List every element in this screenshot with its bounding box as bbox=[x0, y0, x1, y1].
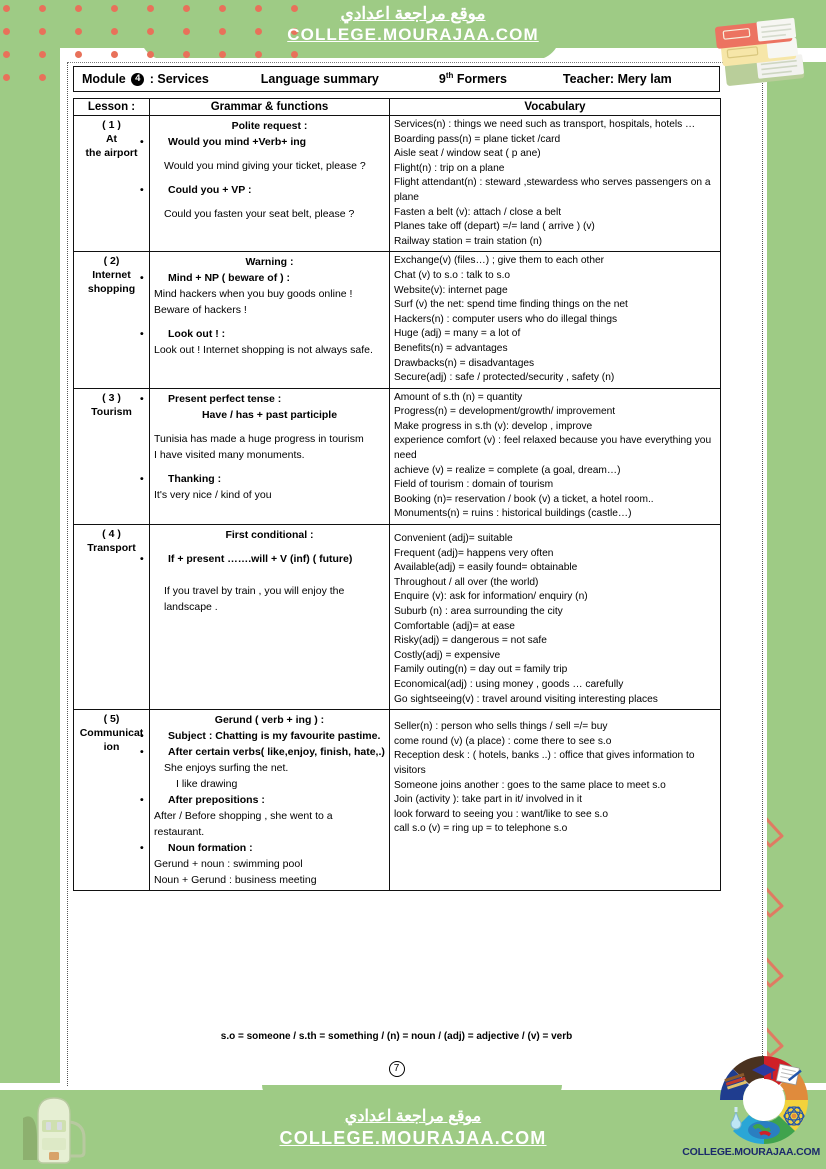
lesson-name-line1: Transport bbox=[87, 542, 136, 555]
vocab-entry: Seller(n) : person who sells things / sell =/= buy bbox=[394, 721, 608, 733]
table-row bbox=[74, 252, 721, 388]
vocabulary-cell bbox=[390, 116, 721, 252]
grammar-bullet: • Mind + NP ( beware of ) : bbox=[168, 270, 385, 286]
grammar-example: After / Before shopping , she went to a restaurant. bbox=[154, 810, 333, 839]
lesson-number: ( 4 ) bbox=[102, 528, 121, 541]
grammar-bullet: • Present perfect tense : bbox=[168, 391, 385, 407]
decorative-dot bbox=[39, 51, 46, 58]
bottom-banner-arabic: موقع مراجعة اعدادي bbox=[344, 1108, 482, 1125]
vocab-entry: Services(n) : things we need such as transport, hospitals, hotels … bbox=[394, 119, 696, 130]
vocab-entry: Enquire (v): ask for information/ enquiry (n) bbox=[394, 591, 588, 603]
grammar-example: Could you fasten your seat belt, please ? bbox=[164, 208, 355, 220]
teacher-name: Teacher: Mery lam bbox=[562, 72, 672, 86]
grammar-title: Gerund ( verb + ing ) : bbox=[214, 714, 325, 727]
grammar-example: It's very nice / kind of you bbox=[154, 488, 272, 501]
backpack-icon bbox=[22, 1092, 108, 1166]
vocab-entry: Huge (adj) = many = a lot of bbox=[394, 328, 521, 340]
vocab-entry: Someone joins another : goes to the same place to meet s.o bbox=[394, 779, 666, 791]
lesson-name-line2: the airport bbox=[85, 147, 138, 159]
module-label-group bbox=[82, 72, 209, 86]
table-row bbox=[74, 710, 721, 891]
vocab-entry: Convenient (adj)= suitable bbox=[394, 533, 513, 545]
logo-caption: COLLEGE.MOURAJAA.COM bbox=[682, 1146, 820, 1158]
vocab-entry: Website(v): internet page bbox=[394, 284, 508, 296]
vocab-entry: Chat (v) to s.o : talk to s.o bbox=[394, 269, 511, 281]
decorative-dot bbox=[183, 51, 190, 58]
table-row bbox=[74, 116, 721, 252]
vocabulary-cell bbox=[390, 525, 721, 710]
grammar-example: I like drawing bbox=[176, 778, 238, 791]
vocab-entry: experience comfort (v) : feel relaxed because you have everything you need bbox=[394, 435, 712, 462]
vocabulary-cell bbox=[390, 252, 721, 388]
vocab-entry: Frequent (adj)= happens very often bbox=[394, 547, 554, 559]
decorative-dot bbox=[3, 74, 10, 81]
grammar-bullet: • After certain verbs( like,enjoy, finish, hate,.) bbox=[168, 744, 385, 760]
grammar-example: Would you mind giving your ticket, please ? bbox=[164, 160, 366, 172]
vocab-entry: Surf (v) the net: spend time finding things on the net bbox=[394, 299, 628, 311]
vocab-entry: Progress(n) = development/growth/ improvement bbox=[394, 406, 616, 418]
vocab-entry: Flight attendant(n) : steward ,stewardess who serves passengers on a plane bbox=[394, 177, 711, 203]
grammar-bullet: • If + present …….will + V (inf) ( future) bbox=[168, 551, 385, 567]
lesson-number: ( 3 ) bbox=[102, 391, 121, 404]
grammar-cell bbox=[150, 252, 390, 388]
vocab-entry: look forward to seeing you : want/like to see s.o bbox=[394, 808, 609, 820]
vocab-entry: Suburb (n) : area surrounding the city bbox=[394, 606, 563, 617]
vocab-entry: Comfortable (adj)= at ease bbox=[394, 620, 515, 632]
bottom-banner bbox=[0, 1106, 826, 1150]
vocab-entry: Drawbacks(n) = disadvantages bbox=[394, 357, 535, 369]
th-grammar: Grammar & functions bbox=[150, 99, 390, 116]
vocab-entry: Boarding pass(n) = plane ticket /card bbox=[394, 133, 561, 145]
books-stack-icon bbox=[710, 8, 820, 104]
vocab-entry: Family outing(n) = day out = family trip bbox=[394, 664, 568, 676]
vocab-entry: Field of tourism : domain of tourism bbox=[394, 479, 554, 491]
vocab-entry: Secure(adj) : safe / protected/security , safety (n) bbox=[394, 372, 615, 384]
grammar-example: Tunisia has made a huge progress in tourism bbox=[154, 432, 364, 445]
grammar-bullet: • Noun formation : bbox=[168, 840, 385, 856]
lesson-name-line2: shopping bbox=[87, 283, 136, 296]
vocab-entry: Exchange(v) (files…) ; give them to each other bbox=[394, 255, 605, 267]
vocab-entry: Monuments(n) = ruins : historical buildings (castle…) bbox=[394, 508, 632, 520]
worksheet-page bbox=[63, 58, 767, 1090]
grammar-bullet: • Subject : Chatting is my favourite pastime. bbox=[168, 728, 385, 744]
vocab-entry: call s.o (v) = ring up = to telephone s.o bbox=[394, 823, 568, 835]
doc-title: Language summary bbox=[260, 72, 379, 86]
vocab-entry: Benefits(n) = advantages bbox=[394, 342, 508, 354]
th-lesson: Lesson : bbox=[74, 99, 150, 116]
bottom-banner-url: COLLEGE.MOURAJAA.COM bbox=[279, 1128, 547, 1148]
lesson-number: ( 1 ) bbox=[102, 119, 121, 131]
th-vocabulary: Vocabulary bbox=[390, 99, 721, 116]
decorative-dot bbox=[75, 51, 82, 58]
vocab-entry: Go sightseeing(v) : travel around visiting interesting places bbox=[394, 693, 658, 705]
vocab-entry: Available(adj) = easily found= obtainable bbox=[394, 562, 578, 574]
grammar-cell bbox=[150, 388, 390, 524]
vocab-entry: Make progress in s.th (v): develop , improve bbox=[394, 420, 593, 432]
level-word: Formers bbox=[456, 72, 507, 87]
grammar-bullet: • After prepositions : bbox=[168, 792, 385, 808]
green-left-band bbox=[0, 0, 60, 1090]
grammar-bullet-sub: Have / has + past participle bbox=[201, 408, 338, 421]
decorative-dot bbox=[3, 51, 10, 58]
table-row bbox=[74, 388, 721, 524]
grammar-bullet: • Look out ! : bbox=[168, 326, 385, 342]
top-banner-url: COLLEGE.MOURAJAA.COM bbox=[287, 25, 539, 44]
lesson-name-line1: Communicat bbox=[79, 727, 144, 740]
grammar-bullet: • Could you + VP : bbox=[168, 182, 385, 198]
level-suffix: th bbox=[445, 71, 454, 81]
vocabulary-cell bbox=[390, 388, 721, 524]
grammar-cell bbox=[150, 710, 390, 891]
grammar-example: Noun + Gerund : business meeting bbox=[154, 874, 317, 887]
vocab-entry: Join (activity ): take part in it/ involved in it bbox=[394, 794, 582, 806]
vocab-entry: Throughout / all over (the world) bbox=[394, 576, 539, 588]
page-number-wrap bbox=[73, 1058, 720, 1077]
lesson-name-line1: Tourism bbox=[91, 405, 132, 418]
bottom-green-curve bbox=[262, 1085, 562, 1101]
abbreviation-key: s.o = someone / s.th = something / (n) = noun / (adj) = adjective / (v) = verb bbox=[220, 1031, 573, 1042]
grammar-example: Mind hackers when you buy goods online ! bbox=[154, 288, 353, 301]
education-logo-icon bbox=[706, 1048, 822, 1148]
vocabulary-cell bbox=[390, 710, 721, 891]
grammar-bullet: • Would you mind +Verb+ ing bbox=[168, 134, 385, 150]
lesson-cell bbox=[74, 388, 150, 524]
lesson-cell bbox=[74, 252, 150, 388]
page-number: 7 bbox=[389, 1061, 405, 1077]
grammar-title: Warning : bbox=[245, 256, 294, 269]
vocab-entry: Planes take off (depart) =/= land ( arrive ) (v) bbox=[394, 221, 595, 233]
vocab-entry: achieve (v) = realize = complete (a goal, dream…) bbox=[394, 464, 621, 476]
decorative-dot bbox=[291, 51, 298, 58]
grammar-example: Beware of hackers ! bbox=[154, 304, 247, 317]
grammar-example: Gerund + noun : swimming pool bbox=[154, 858, 303, 871]
lesson-name-line1: Internet bbox=[92, 269, 131, 282]
top-banner-arabic: موقع مراجعة اعدادي bbox=[340, 4, 486, 23]
decorative-dot bbox=[147, 51, 154, 58]
vocab-entry: Booking (n)= reservation / book (v) a ticket, a hotel room.. bbox=[394, 493, 654, 505]
vocab-entry: Fasten a belt (v): attach / close a belt bbox=[394, 206, 562, 218]
vocab-entry: Economical(adj) : using money , goods … carefully bbox=[394, 678, 624, 690]
grammar-example: She enjoys surfing the net. bbox=[164, 762, 289, 775]
lesson-cell bbox=[74, 710, 150, 891]
vocab-entry: Aisle seat / window seat ( p ane) bbox=[394, 148, 541, 160]
vocab-entry: Hackers(n) : computer users who do illegal things bbox=[394, 313, 618, 325]
lesson-cell bbox=[74, 116, 150, 252]
grammar-example: Look out ! Internet shopping is not always safe. bbox=[154, 344, 373, 357]
top-banner bbox=[0, 4, 826, 45]
module-subject: : Services bbox=[149, 71, 209, 86]
level-label bbox=[439, 71, 507, 86]
language-summary-table bbox=[73, 98, 721, 891]
decorative-dot bbox=[111, 51, 118, 58]
grammar-example: I have visited many monuments. bbox=[154, 448, 305, 461]
grammar-cell bbox=[150, 116, 390, 252]
decorative-dot bbox=[219, 51, 226, 58]
grammar-example: If you travel by train , you will enjoy the landscape . bbox=[164, 585, 345, 614]
vocab-entry: Reception desk : ( hotels, banks ..) : office that gives information to visitors bbox=[394, 750, 695, 776]
grammar-title: Polite request : bbox=[231, 120, 308, 132]
lesson-name-line1: At bbox=[105, 133, 118, 145]
vocab-entry: Risky(adj) = dangerous = not safe bbox=[394, 635, 547, 647]
lesson-number: ( 5) bbox=[103, 713, 120, 726]
grammar-bullet: • Thanking : bbox=[168, 471, 385, 487]
vocab-entry: Costly(adj) = expensive bbox=[394, 649, 501, 661]
table-header-row bbox=[74, 99, 721, 116]
level-number: 9 bbox=[438, 72, 446, 87]
vocab-entry: Railway station = train station (n) bbox=[394, 235, 543, 247]
module-header-bar bbox=[73, 66, 720, 92]
lesson-name-line2: ion bbox=[103, 741, 120, 754]
vocab-entry: Amount of s.th (n) = quantity bbox=[394, 391, 523, 403]
decorative-dot bbox=[39, 74, 46, 81]
module-number-badge: 4 bbox=[131, 73, 144, 86]
vocab-entry: Flight(n) : trip on a plane bbox=[394, 162, 505, 174]
table-row bbox=[74, 525, 721, 710]
lesson-cell bbox=[74, 525, 150, 710]
module-label: Module bbox=[82, 71, 126, 86]
grammar-cell bbox=[150, 525, 390, 710]
vocab-entry: come round (v) (a place) : come there to see s.o bbox=[394, 735, 612, 747]
grammar-title: First conditional : bbox=[225, 529, 314, 542]
lesson-number: ( 2) bbox=[103, 255, 120, 268]
decorative-dot bbox=[255, 51, 262, 58]
